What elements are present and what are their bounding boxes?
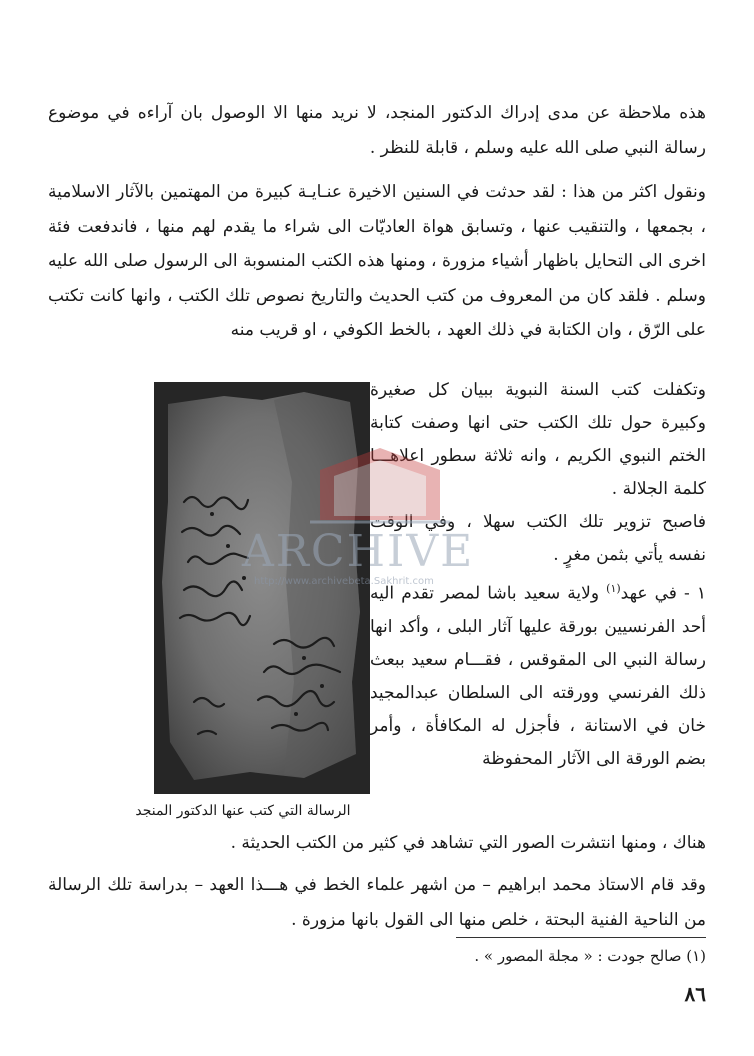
paragraph-5: وقد قام الاستاذ محمد ابراهيم – من اشهر علماء الخط في هـــذا العهد – بدراسة تلك الرسالة من الناحية الفنية البحتة ، خلص منها الى القول بانها مزورة . bbox=[48, 875, 706, 930]
footnote-marker: (١) bbox=[606, 582, 621, 595]
paragraph-1: هذه ملاحظة عن مدى إدراك الدكتور المنجد، لا نريد منها الا الوصول بان آراءه في موضوع رسالة النبي صلى الله عليه وسلم ، قابلة للنظر . bbox=[48, 103, 706, 158]
paragraph-3b: فاصبح تزوير تلك الكتب سهلا ، وفي الوقت نفسه يأتي بثمن مغرٍ . bbox=[370, 512, 706, 565]
watermark-url: http://www.archivebeta.Sakhrit.com bbox=[254, 576, 434, 587]
paragraph-4: هناك ، ومنها انتشرت الصور التي تشاهد في كثير من الكتب الحديثة . bbox=[230, 833, 706, 853]
paragraph-3c bbox=[370, 572, 706, 776]
manuscript-image bbox=[154, 382, 370, 794]
footnote-rule bbox=[456, 937, 706, 938]
paragraph-3c-rest: ولاية سعيد باشا لمصر تقدم اليه أحد الفرنسيين بورقة عليها آثار البلى ، وأكد انها رسالة النبي الى المقوقس ، فقـــام سعيد ببعث ذلك الفرنسي وورقته الى السلطان عبدالمجيد خان في الاستانة ، فأجزل له المكافأة ، وأمر بضم الورقة الى الآثار المحفوظة bbox=[370, 583, 706, 769]
page-number: ٨٦ bbox=[684, 982, 706, 1006]
watermark-text: ARCHIVE bbox=[242, 526, 475, 577]
paragraph-3c-prefix: ١ - في عهد bbox=[620, 583, 706, 604]
figure-caption: الرسالة التي كتب عنها الدكتور المنجد bbox=[135, 803, 351, 819]
side-column-text bbox=[370, 374, 706, 776]
paragraph-3a: وتكفلت كتب السنة النبوية ببيان كل صغيرة وكبيرة حول تلك الكتب حتى انها وصفت كتابة الختم النبوي الكريم ، وانه ثلاثة سطور اعلاهـــا كلمة الجلالة . bbox=[370, 380, 706, 499]
manuscript-photo bbox=[154, 382, 370, 794]
footnote: (١) صالح جودت : « مجلة المصور » . bbox=[474, 947, 706, 965]
paragraph-2: ونقول اكثر من هذا : لقد حدثت في السنين الاخيرة عنـايـة كبيرة من المهتمين بالآثار الاسلامية ، بجمعها ، والتنقيب عنها ، وتسابق هواة العاديّات الى شراء ما يقدم لهم منها ، فاندفعت فئة اخرى الى التحايل باظهار أشياء مزورة ، ومنها هذه الكتب المنسوبة الى الرسول صلى الله عليه وسلم . فلقد كان من المعروف من كتب الحديث والتاريخ نصوص تلك الكتب ، وانها كانت تكتب على الرّق ، وان الكتابة في ذلك العهد ، بالخط الكوفي ، او قريب منه bbox=[48, 182, 706, 340]
